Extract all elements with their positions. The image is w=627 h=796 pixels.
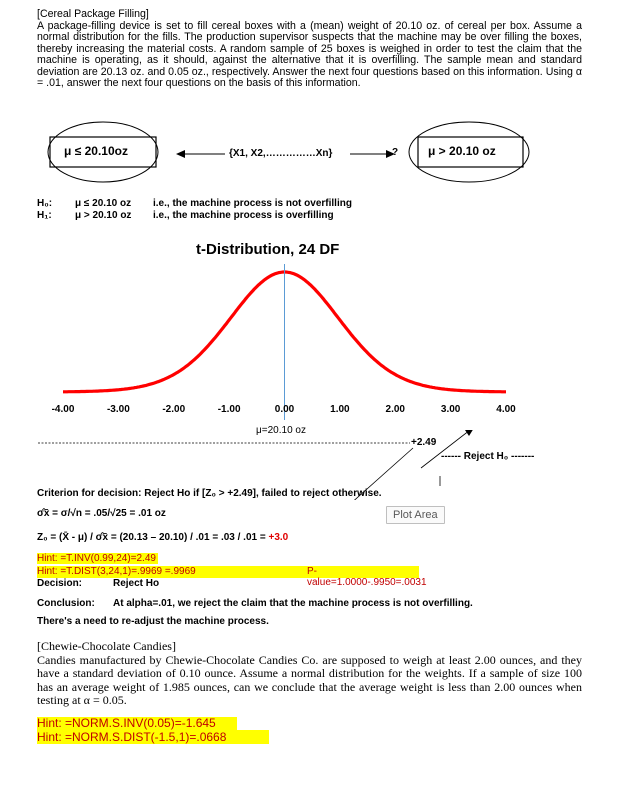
section-cereal xyxy=(37,9,582,90)
reject-region-label: ------ Reject H₀ ------- xyxy=(441,451,535,462)
h1-expression: μ > 20.10 oz xyxy=(75,210,132,221)
section-chewie xyxy=(37,640,582,708)
h0-description: i.e., the machine process is not overfilling xyxy=(153,198,352,209)
sample-label: {X1, X2,……………Xn} xyxy=(229,148,333,159)
x-tick-label: -1.00 xyxy=(217,404,241,415)
critical-arrow xyxy=(421,430,470,468)
x-tick-label: -2.00 xyxy=(162,404,186,415)
decision-value: Reject Ho xyxy=(113,578,160,589)
left-arrowhead xyxy=(176,150,185,158)
conclusion-followup: There's a need to re-adjust the machine process. xyxy=(37,616,269,627)
mean-label: μ=20.10 oz xyxy=(256,425,306,436)
decision-criterion: Criterion for decision: Reject Ho if [Z₀ > +2.49], failed to reject otherwise. xyxy=(37,488,382,499)
h1-symbol: H₁: xyxy=(37,210,52,221)
x-tick-label: 3.00 xyxy=(440,404,461,415)
x-tick-label: 0.00 xyxy=(274,404,295,415)
x-tick-label: 1.00 xyxy=(330,404,350,415)
x-tick-label: 2.00 xyxy=(385,404,405,415)
chewie-title: [Chewie-Chocolate Candies] xyxy=(37,639,176,653)
plot-area-tooltip: Plot Area xyxy=(386,506,445,524)
h1-description: i.e., the machine process is overfilling xyxy=(153,210,334,221)
question-mark: ? xyxy=(392,147,399,158)
decision-label: Decision: xyxy=(37,578,83,589)
hint-norm-s-dist: Hint: =NORM.S.DIST(-1.5,1)=.0668 xyxy=(37,730,269,744)
diagram-shapes xyxy=(30,120,590,200)
h0-expression: μ ≤ 20.10 oz xyxy=(75,198,132,209)
z-statistic-formula xyxy=(37,532,288,543)
cereal-intro: A package-filling device is set to fill cereal boxes with a (mean) weight of 20.10 oz. of cereal per box. Assume a normal distribution for the fills. The production supervisor suspects that the machine may be over filling the boxes, thereby increasing the material costs. A random sample of 25 boxes is weighed in order to test the claim that the machine is operating, as it should, against the alternative that it is overfilling. The sample mean and standard deviation are 20.13 oz. and 0.05 oz., respectively. Answer the next four questions based on this information. Using α = .01, answer the next four questions on the basis of this information. xyxy=(37,19,582,89)
cereal-title: [Cereal Package Filling] xyxy=(37,8,149,20)
z-statistic-text: Z₀ = (X̄ - μ) / σ̂x̄ = (20.13 – 20.10) / .01 = .03 / .01 = xyxy=(37,532,269,543)
chewie-body: Candies manufactured by Chewie-Chocolate Candies Co. are supposed to weigh at least 2.00 ounces, and they have a standard deviation of 0.10 ounce. Assume a normal distribution for the weights. If a sample of size 100 has an average weight of 1.985 ounces, can we conclude that the average weight is less than 2.00 ounces when testing at α = 0.05. xyxy=(37,652,582,707)
chart-title: t-Distribution, 24 DF xyxy=(196,241,340,258)
x-tick-label: -4.00 xyxy=(51,404,75,415)
x-axis-ticks xyxy=(52,404,517,415)
conclusion-value: At alpha=.01, we reject the claim that the machine process is not overfilling. xyxy=(113,598,473,609)
x-tick-label: -3.00 xyxy=(106,404,130,415)
standard-error-formula: σ̂x̄ = σ/√n = .05/√25 = .01 oz xyxy=(37,508,166,519)
critical-value-label: +2.49 xyxy=(411,437,437,448)
hint-norm-s-inv: Hint: =NORM.S.INV(0.05)=-1.645 xyxy=(37,717,237,730)
hypotheses xyxy=(37,198,352,222)
right-hypothesis-label: μ > 20.10 oz xyxy=(428,144,496,158)
hint-t-dist: Hint: =T.DIST(3,24,1)=.9969 =.9969 xyxy=(37,566,196,577)
p-value: P-value=1.0000-.9950=.0031 xyxy=(307,566,427,588)
z-statistic-result: +3.0 xyxy=(268,532,289,543)
conclusion-label: Conclusion: xyxy=(37,598,95,609)
hint-t-inv: Hint: =T.INV(0.99,24)=2.49 xyxy=(37,553,158,564)
x-tick-label: 4.00 xyxy=(496,404,516,415)
h0-symbol: H₀: xyxy=(37,198,53,209)
left-hypothesis-label: μ ≤ 20.10oz xyxy=(64,144,128,158)
